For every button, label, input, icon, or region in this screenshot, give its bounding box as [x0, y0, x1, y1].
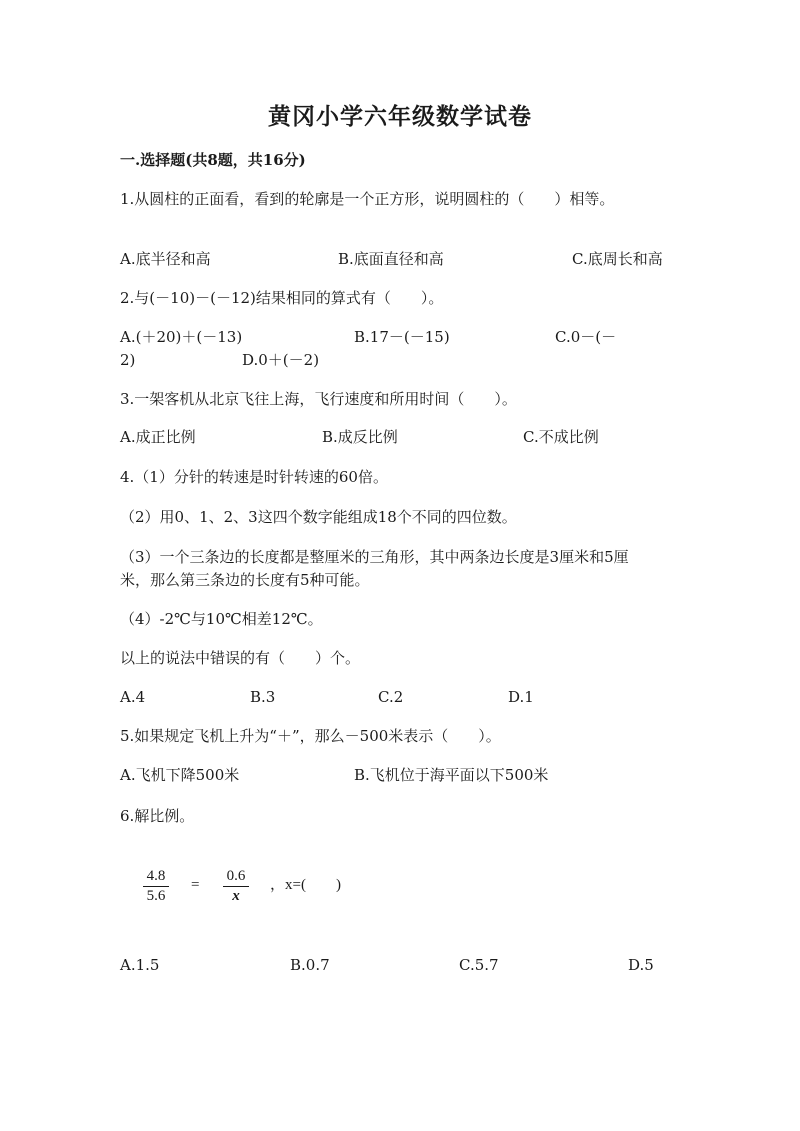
question-4-option-d[interactable]: D.1 — [508, 688, 534, 706]
question-1-option-a[interactable]: A.底半径和高 — [120, 250, 211, 268]
question-2-option-c-cont: 2) — [120, 351, 136, 369]
question-3-option-a[interactable]: A.成正比例 — [120, 428, 196, 446]
question-4-option-b[interactable]: B.3 — [250, 688, 276, 706]
question-6-answer-blank: ，x=( ) — [270, 877, 341, 893]
question-4-option-a[interactable]: A.4 — [120, 688, 146, 706]
question-3-stem: 3.一架客机从北京飞往上海，飞行速度和所用时间（ ）。 — [120, 390, 517, 408]
question-4-line-3b: 米，那么第三条边的长度有5种可能。 — [120, 571, 370, 589]
question-6-stem: 6.解比例。 — [120, 807, 195, 825]
question-5-option-b[interactable]: B.飞机位于海平面以下500米 — [354, 766, 549, 784]
question-3-option-c[interactable]: C.不成比例 — [523, 428, 599, 446]
page-title: 黄冈小学六年级数学试卷 — [268, 103, 532, 130]
fraction-left — [143, 868, 169, 905]
question-4-line-4: （4）-2℃与10℃相差12℃。 — [120, 610, 323, 628]
question-5-option-a[interactable]: A.飞机下降500米 — [120, 766, 240, 784]
fraction-right — [223, 868, 249, 905]
question-1-stem: 1.从圆柱的正面看，看到的轮廓是一个正方形，说明圆柱的（ ）相等。 — [120, 190, 615, 208]
section-heading: 一.选择题(共8题，共16分) — [120, 151, 306, 169]
question-6-option-d[interactable]: D.5 — [628, 956, 654, 974]
question-4-line-3a: （3）一个三条边的长度都是整厘米的三角形，其中两条边长度是3厘米和5厘 — [120, 548, 629, 566]
fraction-left-numerator: 4.8 — [146, 868, 166, 884]
question-3-option-b[interactable]: B.成反比例 — [322, 428, 398, 446]
question-2-option-c[interactable]: C.0－(－ — [555, 328, 617, 346]
question-6-option-b[interactable]: B.0.7 — [290, 956, 330, 974]
question-6-option-a[interactable]: A.1.5 — [120, 956, 160, 974]
question-2-option-d[interactable]: D.0＋(－2) — [242, 351, 320, 369]
question-2-option-b[interactable]: B.17－(－15) — [354, 328, 450, 346]
fraction-right-denominator: x — [232, 888, 240, 904]
question-1-option-b[interactable]: B.底面直径和高 — [338, 250, 444, 268]
question-5-stem: 5.如果规定飞机上升为“＋”，那么－500米表示（ ）。 — [120, 727, 501, 745]
fraction-left-bar — [143, 886, 169, 887]
fraction-right-bar — [223, 886, 249, 887]
question-4-line-2: （2）用0、1、2、3这四个数字能组成18个不同的四位数。 — [120, 508, 517, 526]
fraction-right-numerator: 0.6 — [226, 868, 246, 884]
question-4-option-c[interactable]: C.2 — [378, 688, 404, 706]
question-1-option-c[interactable]: C.底周长和高 — [572, 250, 663, 268]
equals-sign: = — [191, 877, 200, 893]
fraction-left-denominator: 5.6 — [146, 888, 166, 904]
question-2-stem: 2.与(－10)－(－12)结果相同的算式有（ ）。 — [120, 289, 444, 307]
question-4-line-1: 4.（1）分针的转速是时针转速的60倍。 — [120, 468, 388, 486]
question-6-option-c[interactable]: C.5.7 — [459, 956, 499, 974]
question-4-line-5: 以上的说法中错误的有（ ）个。 — [120, 649, 361, 667]
question-2-option-a[interactable]: A.(＋20)＋(－13) — [120, 328, 243, 346]
